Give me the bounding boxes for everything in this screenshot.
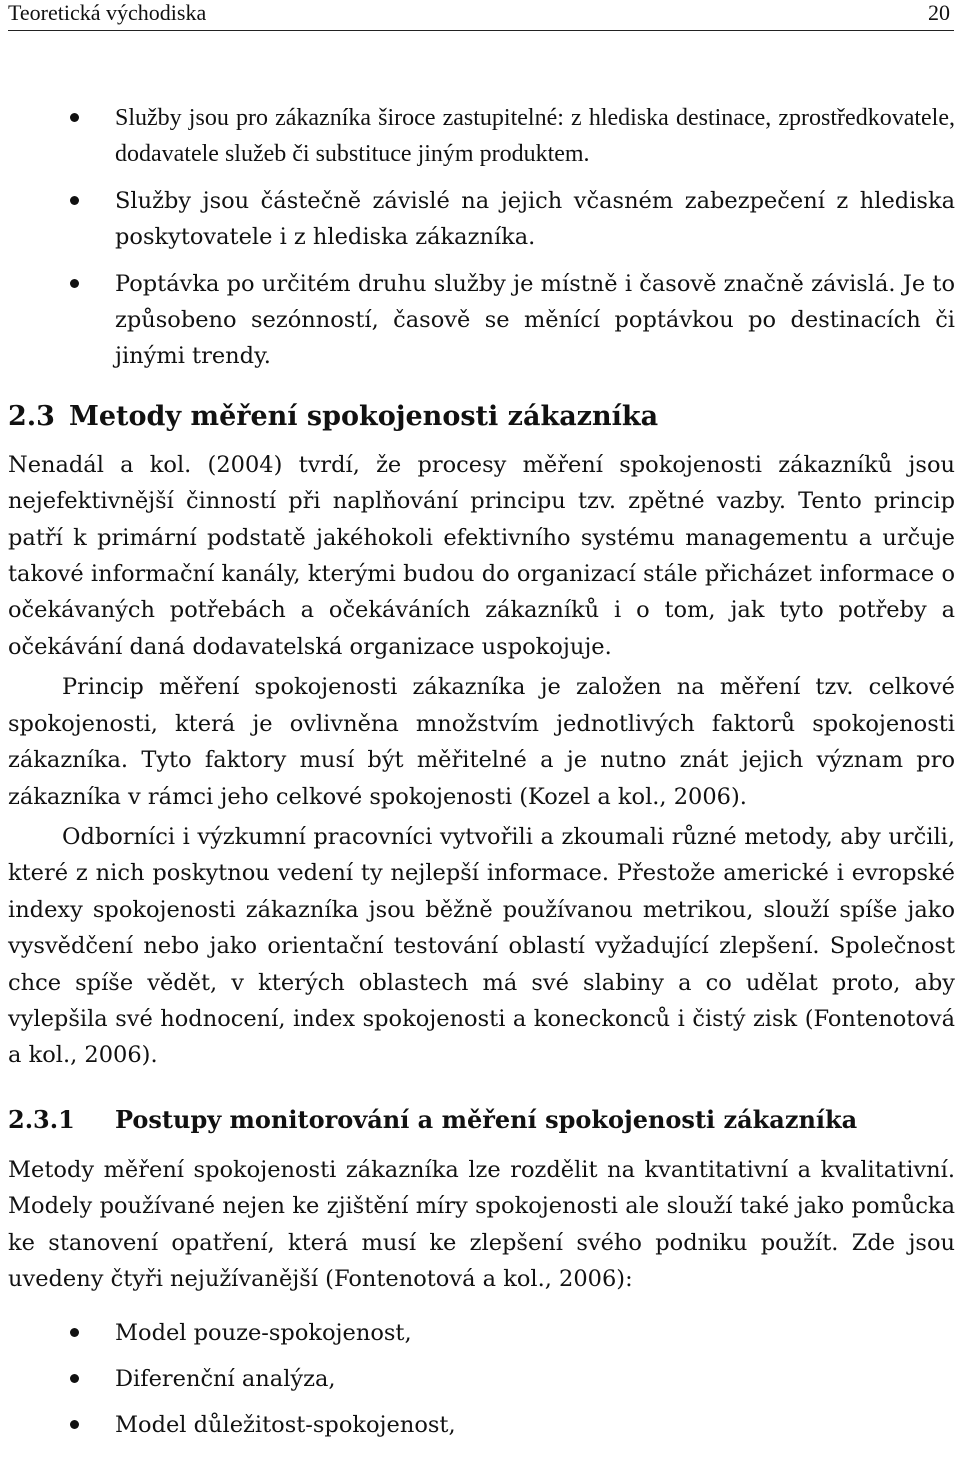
- bullet-icon: [70, 1374, 79, 1383]
- subsection-number: 2.3.1: [8, 1104, 75, 1134]
- list-item: [8, 1315, 955, 1351]
- bullet-list-bottom: [8, 1315, 955, 1443]
- bullet-icon: [70, 279, 79, 288]
- list-item-text: Model důležitost-spokojenost,: [115, 1412, 456, 1439]
- subsection-title: Postupy monitorování a měření spokojenosti zákazníka: [115, 1104, 858, 1134]
- bullet-icon: [70, 1328, 79, 1337]
- section-title: Metody měření spokojenosti zákazníka: [68, 400, 659, 432]
- bullet-icon: [70, 196, 79, 205]
- list-item: [8, 183, 955, 256]
- subsection-heading: [8, 1102, 955, 1138]
- chapter-title: Teoretická východiska: [8, 0, 207, 25]
- bullet-icon: [70, 1420, 79, 1429]
- section-number: 2.3: [8, 400, 55, 432]
- section-heading: [8, 399, 955, 435]
- paragraph: Metody měření spokojenosti zákazníka lze rozdělit na kvantitativní a kvalitativní. Modely používané nejen ke zjištění míry spokojenosti ale slouží také jako pomůcka ke stanovení opatření, která musí ke zlepšení svého podniku použít. Zde jsou uvedeny čtyři nejužívanější (Fontenotová a kol., 2006):: [8, 1156, 955, 1292]
- paragraph: Nenadál a kol. (2004) tvrdí, že procesy měření spokojenosti zákazníků jsou nejefektivnější činností při naplňování principu tzv. zpětné vazby. Tento princip patří k primární podstatě jakéhokoli efektivního systému managementu a určuje takové informační kanály, kterými budou do organizací stále přicházet informace o očekávaných potřebách a očekáváních zákazníků i o tom, jak tyto potřeby a očekávání daná dodavatelská organizace uspokojuje.: [8, 451, 955, 660]
- page-content: [8, 100, 955, 1453]
- paragraph: Princip měření spokojenosti zákazníka je založen na měření tzv. celkové spokojenosti, která je ovlivněna množstvím jednotlivých faktorů spokojenosti zákazníka. Tyto faktory musí být měřitelné a je nutno znát jejich význam pro zákazníka v rámci jeho celkové spokojenosti (Kozel a kol., 2006).: [8, 674, 955, 810]
- list-item-text: Model pouze-spokojenost,: [115, 1320, 412, 1347]
- list-item-text: Poptávka po určitém druhu služby je místně i časově značně závislá. Je to způsobeno sezónností, časově se měnící poptávkou po destinacích či jinými trendy.: [115, 270, 955, 370]
- list-item-text: Diferenční analýza,: [115, 1366, 336, 1393]
- bullet-list-top: [8, 100, 955, 375]
- running-header: [8, 0, 954, 31]
- page-number: 20: [928, 0, 950, 25]
- list-item-text: Služby jsou částečně závislé na jejich včasném zabezpečení z hlediska poskytovatele i z hlediska zákazníka.: [115, 187, 955, 251]
- list-item: [8, 1407, 955, 1443]
- list-item: [8, 266, 955, 375]
- list-item: [8, 1361, 955, 1397]
- paragraph: Odborníci i výzkumní pracovníci vytvořili a zkoumali různé metody, aby určili, které z nich poskytnou vedení ty nejlepší informace. Přestože americké i evropské indexy spokojenosti zákazníka jsou běžně používanou metrikou, slouží spíše jako vysvědčení nebo jako orientační testování oblastí vyžadující zlepšení. Společnost chce spíše vědět, v kterých oblastech má své slabiny a co udělat proto, aby vylepšila své hodnocení, index spokojenosti a koneckonců i čistý zisk (Fontenotová a kol., 2006).: [8, 823, 955, 1069]
- list-item-text: Služby jsou pro zákazníka široce zastupitelné: z hlediska destinace, zprostředkovatele, dodavatele služeb či substituce jiným produktem.: [115, 105, 955, 168]
- bullet-icon: [70, 113, 79, 122]
- list-item: [8, 100, 955, 173]
